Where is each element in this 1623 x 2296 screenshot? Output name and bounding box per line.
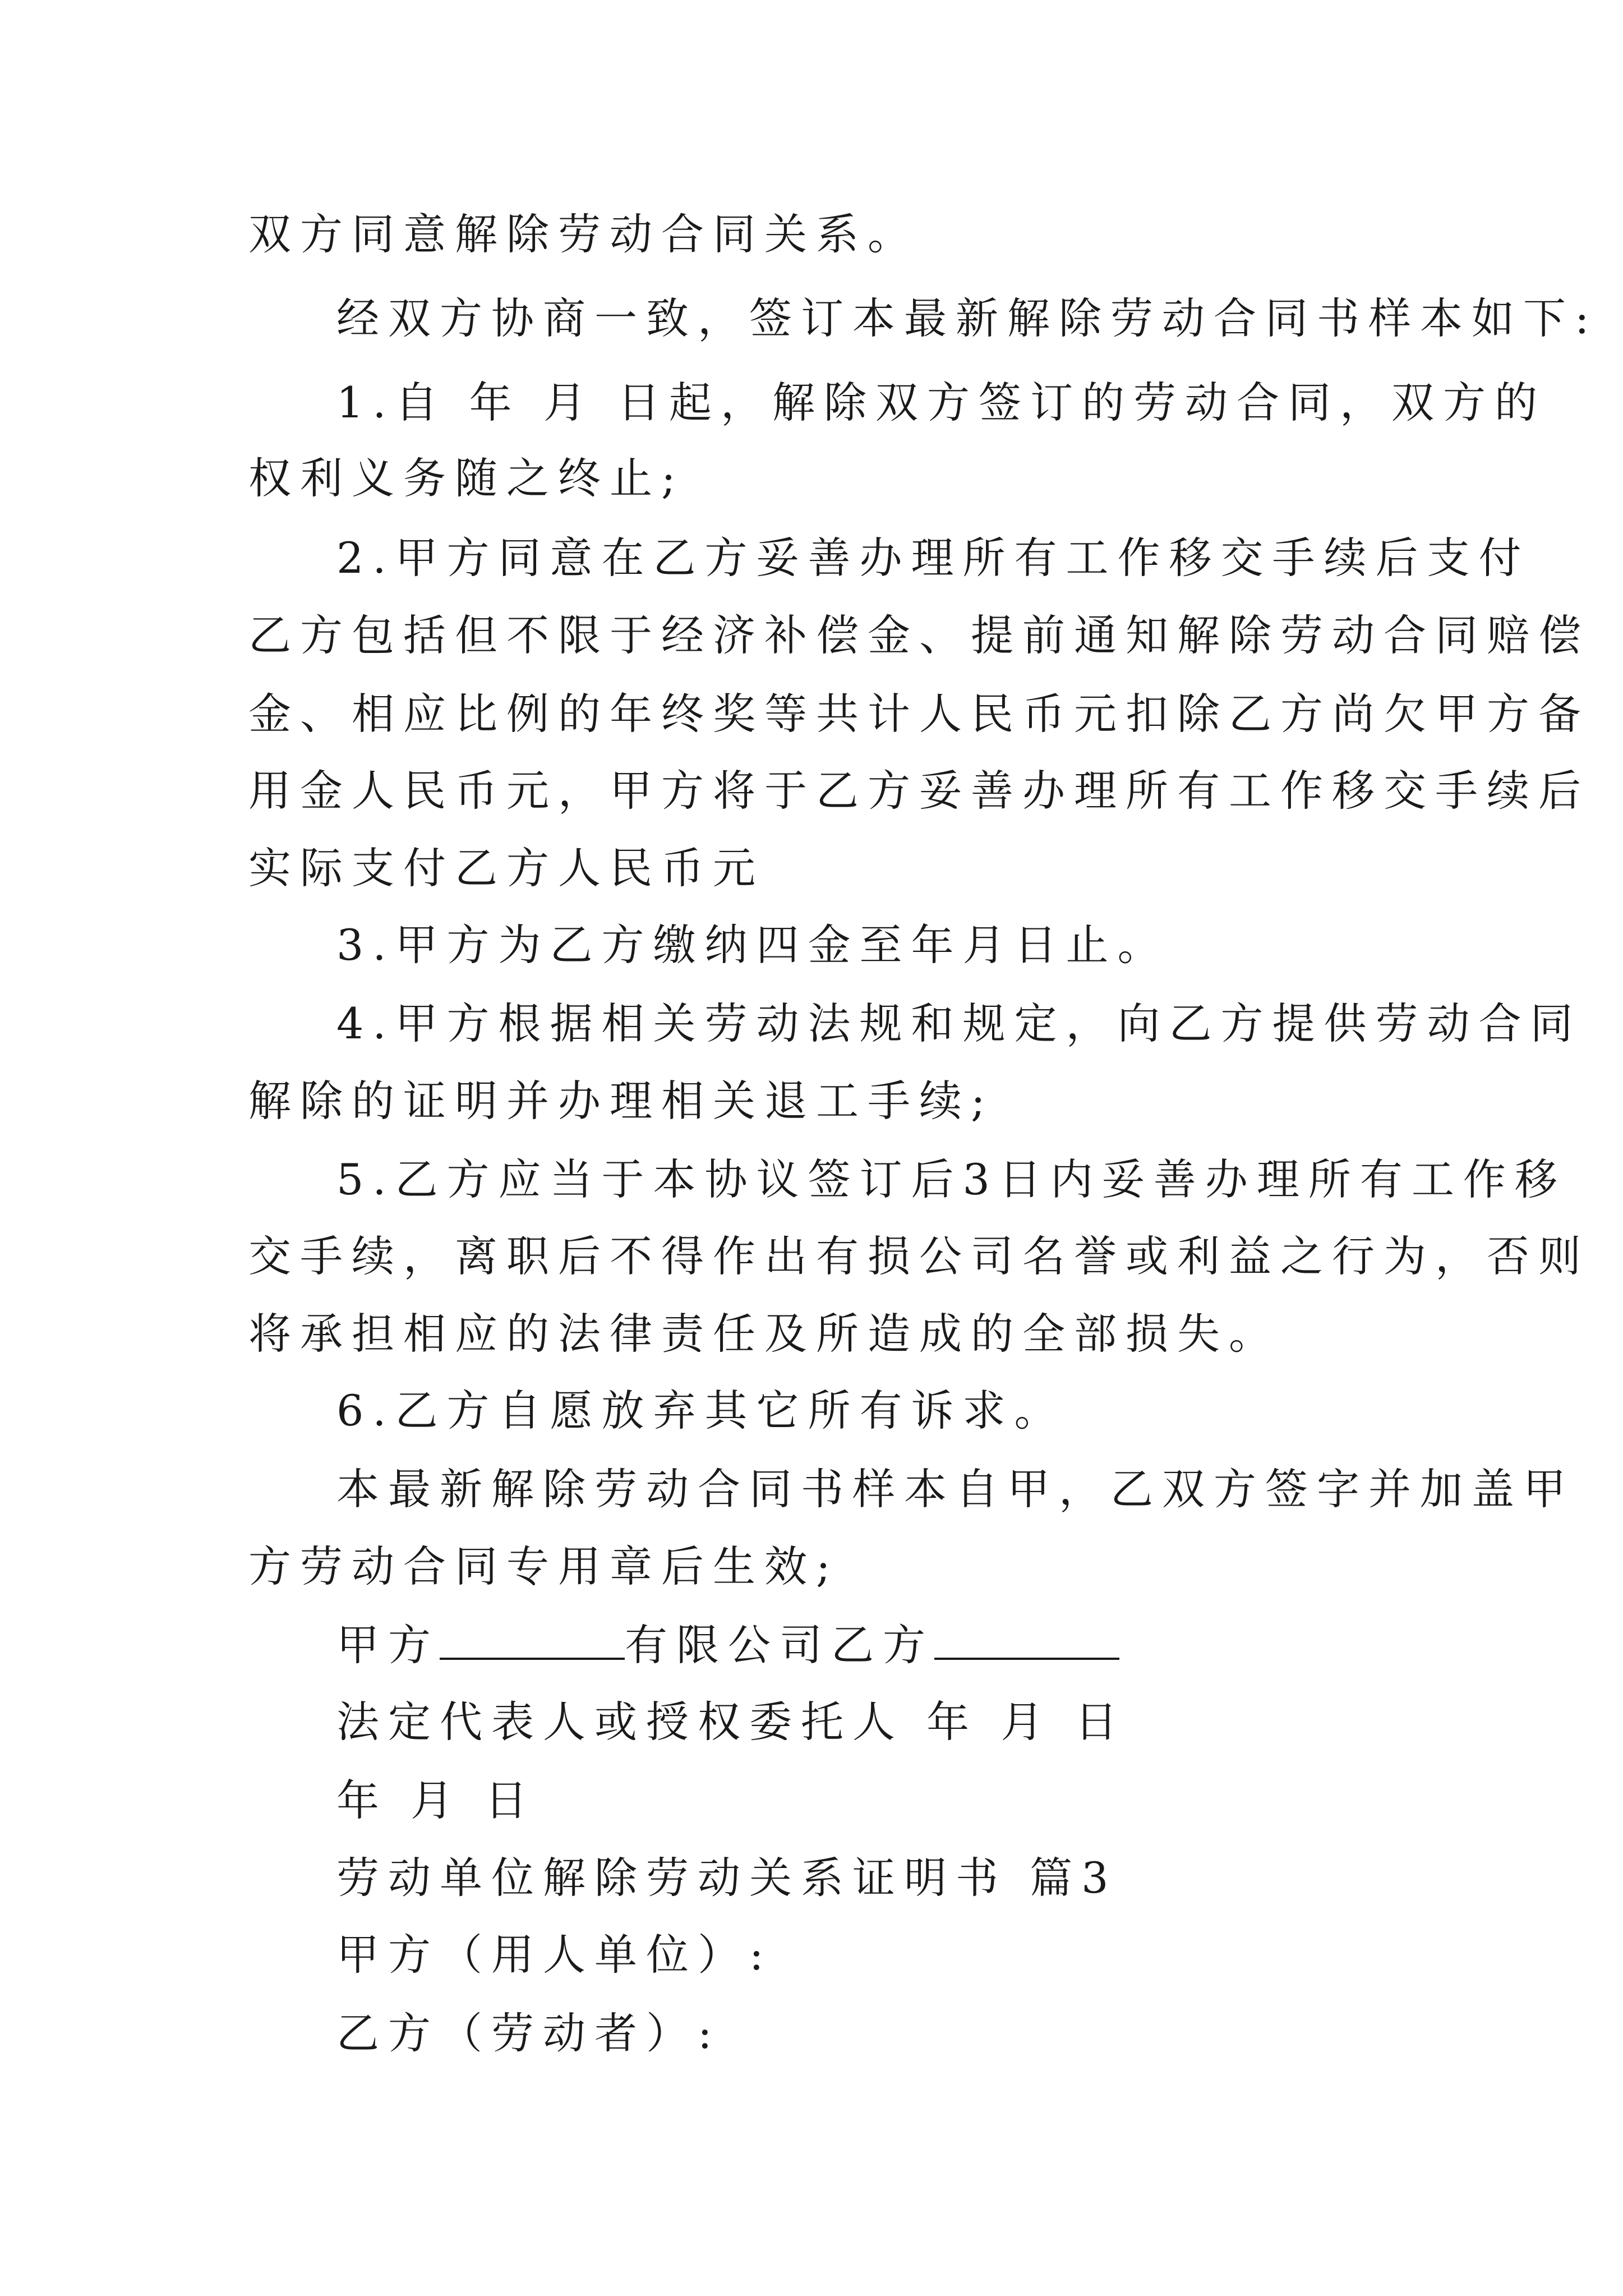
paragraph-line: 实际支付乙方人民币元 [248,843,764,893]
signature-date-line: 年 月 日 [336,1775,537,1825]
paragraph-line: 6.乙方自愿放弃其它所有诉求。 [336,1386,1066,1435]
paragraph-line: 权利义务随之终止; [248,453,685,503]
paragraph-line: 双方同意解除劳动合同关系。 [248,209,919,259]
paragraph-line: 5.乙方应当于本协议签订后3日内妥善办理所有工作移 [336,1154,1566,1204]
party-a-label: 甲方 [336,1620,440,1670]
party-a-blank [440,1623,625,1660]
paragraph-line: 经双方协商一致，签订本最新解除劳动合同书样本如下: [336,293,1598,343]
paragraph-line: 4.甲方根据相关劳动法规和规定，向乙方提供劳动合同 [336,999,1582,1048]
paragraph-line: 用金人民币元，甲方将于乙方妥善办理所有工作移交手续后 [248,766,1590,816]
paragraph-line: 方劳动合同专用章后生效; [248,1542,840,1591]
signature-party-line [336,1620,1119,1671]
employer-line: 甲方（用人单位）: [336,1930,773,1980]
paragraph-line: 解除的证明并办理相关退工手续; [248,1076,994,1126]
paragraph-line: 3.甲方为乙方缴纳四金至年月日止。 [336,920,1169,970]
paragraph-line: 2.甲方同意在乙方妥善办理所有工作移交手续后支付 [336,533,1530,583]
company-label: 有限公司乙方 [625,1620,934,1670]
paragraph-line: 金、相应比例的年终奖等共计人民币元扣除乙方尚欠甲方备 [248,689,1590,739]
paragraph-line: 交手续，离职后不得作出有损公司名誉或利益之行为，否则 [248,1231,1590,1281]
paragraph-line: 1.自 年 月 日起，解除双方签订的劳动合同，双方的 [336,378,1546,427]
paragraph-line: 乙方包括但不限于经济补偿金、提前通知解除劳动合同赔偿 [248,610,1590,660]
paragraph-line: 本最新解除劳动合同书样本自甲，乙双方签字并加盖甲 [336,1464,1575,1514]
signature-rep-line: 法定代表人或授权委托人 年 月 日 [336,1697,1127,1747]
party-b-blank [934,1623,1119,1660]
paragraph-line: 将承担相应的法律责任及所造成的全部损失。 [248,1309,1280,1359]
section-title: 劳动单位解除劳动关系证明书 篇3 [336,1853,1118,1903]
employee-line: 乙方（劳动者）: [336,2008,721,2058]
